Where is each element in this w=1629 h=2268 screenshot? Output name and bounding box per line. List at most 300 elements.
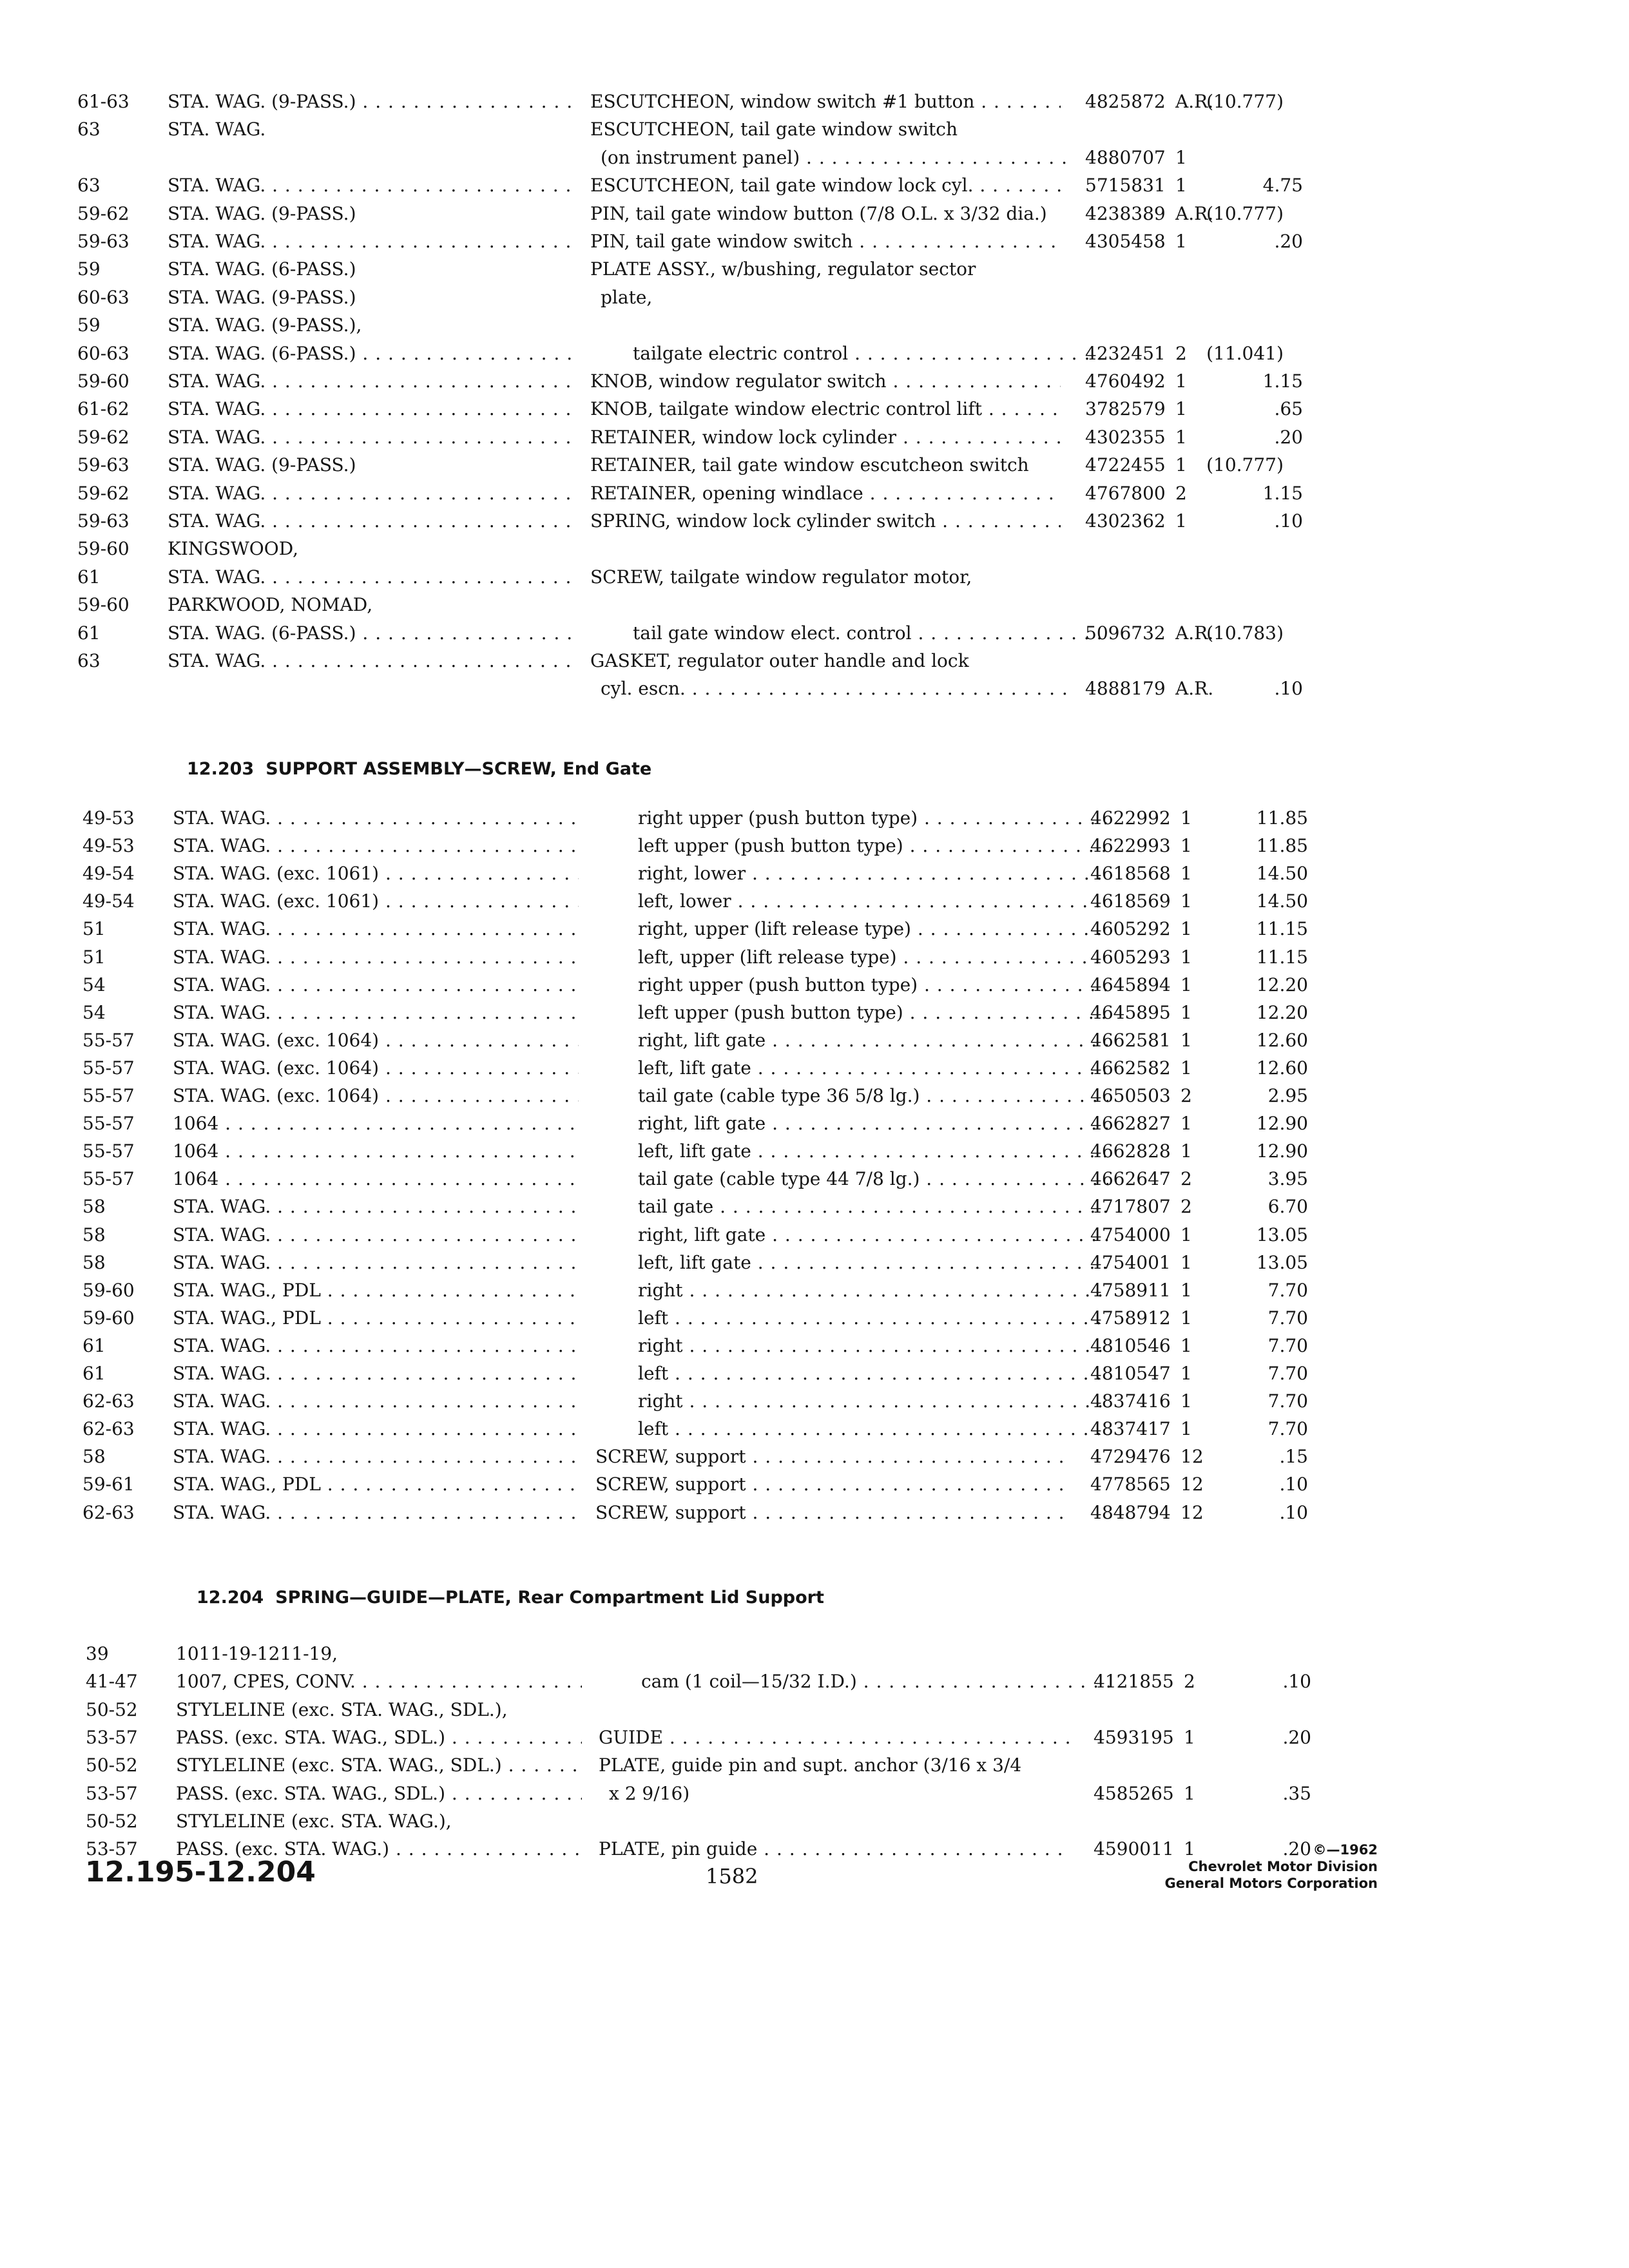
part-number: 4302355 [1085, 427, 1166, 448]
year-range: 59-62 [77, 427, 130, 448]
model-application: STYLELINE (exc. STA. WAG.), [176, 1811, 452, 1832]
year-range: 50-52 [86, 1699, 138, 1720]
year-range: 50-52 [86, 1754, 138, 1776]
price: (10.777) [1206, 91, 1284, 112]
model-application: STA. WAG. . . . [168, 227, 574, 256]
year-range: 62-63 [82, 1418, 135, 1439]
part-number: 4645895 [1090, 1002, 1171, 1023]
price: .10 [1279, 1502, 1308, 1523]
quantity: A.R. [1175, 91, 1214, 112]
year-range: 41-47 [86, 1671, 138, 1692]
publisher-block [1165, 1841, 1378, 1892]
price: 11.15 [1256, 918, 1308, 939]
model-application: 1064 . . . [173, 1137, 579, 1166]
year-range: 61 [77, 566, 101, 588]
quantity: 1 [1181, 807, 1192, 829]
model-application: STA. WAG. . . . [173, 971, 579, 999]
price: .10 [1274, 678, 1303, 699]
section-title: SUPPORT ASSEMBLY—SCREW, End Gate [265, 759, 652, 779]
corporation-name: General Motors Corporation [1164, 1876, 1378, 1891]
model-application: PASS. (exc. STA. WAG., SDL.) . . . [176, 1780, 582, 1808]
year-range: 51 [82, 918, 106, 939]
quantity: 2 [1181, 1196, 1192, 1217]
part-number: 4232451 [1085, 343, 1166, 364]
quantity: 2 [1184, 1671, 1195, 1692]
model-application: STA. WAG. . . . [173, 1249, 579, 1277]
part-description: cam (1 coil—15/32 I.D.) . . . [599, 1667, 1112, 1696]
year-range: 53-57 [86, 1838, 138, 1860]
copyright: ©—1962 [1313, 1842, 1378, 1858]
part-description: left upper (push button type) . . . [595, 999, 1108, 1027]
part-description: tail gate window elect. control . . . [590, 619, 1103, 648]
price: (11.041) [1206, 343, 1284, 364]
part-description: tail gate . . . [595, 1193, 1108, 1221]
part-description: left, lift gate . . . [595, 1054, 1108, 1082]
quantity: 12 [1181, 1446, 1204, 1467]
price: 12.20 [1256, 974, 1308, 995]
part-description: PIN, tail gate window switch . . . [590, 227, 1061, 256]
year-range: 60-63 [77, 287, 130, 308]
part-number: 4837416 [1090, 1390, 1171, 1412]
part-number: 4837417 [1090, 1418, 1171, 1439]
year-range: 59-61 [82, 1474, 135, 1495]
part-description: GASKET, regulator outer handle and lock [590, 650, 969, 671]
part-description: left . . . [595, 1360, 1108, 1388]
year-range: 59-60 [77, 370, 130, 392]
model-application: STA. WAG. . . . [168, 171, 574, 200]
year-range: 53-57 [86, 1727, 138, 1748]
quantity: 1 [1181, 835, 1192, 856]
part-description: tail gate (cable type 36 5/8 lg.) . . . [595, 1082, 1108, 1110]
part-number: 4758911 [1090, 1280, 1171, 1301]
model-application: STA. WAG., PDL . . . [173, 1470, 579, 1499]
part-number: 5715831 [1085, 175, 1166, 196]
price: .20 [1282, 1727, 1311, 1748]
model-application: STA. WAG. . . . [168, 367, 574, 396]
model-application: 1011-19-1211-19, [176, 1643, 338, 1664]
model-application: STA. WAG. (9-PASS.), [168, 314, 362, 336]
quantity: 1 [1181, 1002, 1192, 1023]
part-number: 4888179 [1085, 678, 1166, 699]
price: .20 [1282, 1838, 1311, 1860]
year-range: 55-57 [82, 1030, 135, 1051]
year-range: 49-54 [82, 890, 135, 912]
year-range: 59-60 [82, 1307, 135, 1329]
quantity: 1 [1181, 918, 1192, 939]
year-range: 55-57 [82, 1057, 135, 1079]
part-number: 4618569 [1090, 890, 1171, 912]
part-description: SPRING, window lock cylinder switch . . . [590, 507, 1061, 535]
model-application: STA. WAG., PDL . . . [173, 1276, 579, 1305]
model-application: STA. WAG. . . . [168, 563, 574, 591]
model-application: STA. WAG., PDL . . . [173, 1304, 579, 1332]
model-application: STYLELINE (exc. STA. WAG., SDL.), [176, 1699, 508, 1720]
year-range: 59 [77, 314, 101, 336]
quantity: 1 [1181, 1280, 1192, 1301]
quantity: 1 [1181, 974, 1192, 995]
part-number: 4717807 [1090, 1196, 1171, 1217]
year-range: 55-57 [82, 1140, 135, 1162]
model-application: STA. WAG. . . . [168, 479, 574, 508]
year-range: 49-54 [82, 863, 135, 884]
part-description: PLATE, pin guide . . . [599, 1835, 1069, 1863]
part-description: SCREW, support . . . [595, 1499, 1066, 1527]
model-application: KINGSWOOD, [168, 538, 299, 559]
year-range: 54 [82, 1002, 106, 1023]
part-description: (on instrument panel) . . . [590, 144, 1071, 172]
quantity: 2 [1175, 343, 1187, 364]
part-number: 3782579 [1085, 398, 1166, 419]
model-application: STA. WAG. . . . [173, 1221, 579, 1249]
model-application: PARKWOOD, NOMAD, [168, 594, 373, 615]
model-application: 1064 . . . [173, 1165, 579, 1193]
quantity: 1 [1181, 1252, 1192, 1273]
model-application: STA. WAG. (9-PASS.) [168, 287, 356, 308]
model-application: STA. WAG. . . . [173, 999, 579, 1027]
year-range: 59-63 [77, 231, 130, 252]
part-description: SCREW, tailgate window regulator motor, [590, 566, 972, 588]
price: .20 [1274, 231, 1303, 252]
part-number: 4662647 [1090, 1168, 1171, 1189]
price: .65 [1274, 398, 1303, 419]
model-application: STA. WAG. . . . [173, 915, 579, 943]
year-range: 39 [86, 1643, 109, 1664]
part-number: 4622993 [1090, 835, 1171, 856]
quantity: 2 [1181, 1168, 1192, 1189]
model-application: STA. WAG. (6-PASS.) . . . [168, 340, 574, 368]
part-number: 4754001 [1090, 1252, 1171, 1273]
year-range: 63 [77, 119, 101, 140]
price: 7.70 [1268, 1390, 1308, 1412]
price: 14.50 [1256, 863, 1308, 884]
quantity: 1 [1184, 1727, 1195, 1748]
part-number: 4758912 [1090, 1307, 1171, 1329]
model-application: STA. WAG. (exc. 1061) . . . [173, 860, 579, 888]
year-range: 63 [77, 650, 101, 671]
year-range: 58 [82, 1446, 106, 1467]
quantity: 12 [1181, 1474, 1204, 1495]
price: 7.70 [1268, 1363, 1308, 1384]
price: 12.60 [1256, 1030, 1308, 1051]
part-number: 4593195 [1094, 1727, 1174, 1748]
quantity: 1 [1184, 1838, 1195, 1860]
year-range: 58 [82, 1224, 106, 1245]
year-range: 59-60 [77, 594, 130, 615]
part-number: 4722455 [1085, 454, 1166, 476]
quantity: 1 [1175, 398, 1187, 419]
year-range: 55-57 [82, 1168, 135, 1189]
part-number: 4729476 [1090, 1446, 1171, 1467]
year-range: 61-63 [77, 91, 130, 112]
quantity: 1 [1175, 147, 1187, 168]
part-description: RETAINER, tail gate window escutcheon switch [590, 454, 1029, 476]
model-application: STA. WAG. (exc. 1064) . . . [173, 1054, 579, 1082]
quantity: 1 [1181, 1057, 1192, 1079]
part-description: ESCUTCHEON, window switch #1 button . . . [590, 88, 1061, 116]
price: 7.70 [1268, 1280, 1308, 1301]
price: 6.70 [1268, 1196, 1308, 1217]
price: 11.85 [1256, 807, 1308, 829]
price: 14.50 [1256, 890, 1308, 912]
price: (10.783) [1206, 622, 1284, 644]
price: 2.95 [1268, 1085, 1308, 1106]
part-description: left, lower . . . [595, 887, 1108, 916]
part-description: left, lift gate . . . [595, 1249, 1108, 1277]
part-number: 4760492 [1085, 370, 1166, 392]
year-range: 49-53 [82, 835, 135, 856]
price: .10 [1279, 1474, 1308, 1495]
part-number: 5096732 [1085, 622, 1166, 644]
section-heading-12-204 [197, 1588, 824, 1608]
part-description: SCREW, support . . . [595, 1470, 1066, 1499]
part-number: 4302362 [1085, 510, 1166, 532]
part-number: 4848794 [1090, 1502, 1171, 1523]
model-application: STA. WAG. (9-PASS.) [168, 203, 356, 224]
part-number: 4590011 [1094, 1838, 1174, 1860]
price: 13.05 [1256, 1252, 1308, 1273]
part-description: tail gate (cable type 44 7/8 lg.) . . . [595, 1165, 1108, 1193]
year-range: 59-60 [82, 1280, 135, 1301]
price: .20 [1274, 427, 1303, 448]
year-range: 58 [82, 1196, 106, 1217]
quantity: 1 [1181, 1030, 1192, 1051]
price: 12.60 [1256, 1057, 1308, 1079]
quantity: 1 [1181, 1224, 1192, 1245]
quantity: 1 [1175, 231, 1187, 252]
part-description: plate, [601, 287, 653, 308]
quantity: 1 [1181, 863, 1192, 884]
year-range: 59-60 [77, 538, 130, 559]
part-number: 4238389 [1085, 203, 1166, 224]
year-range: 61 [82, 1363, 106, 1384]
section-number: 12.204 [197, 1588, 264, 1608]
part-description: right, lift gate . . . [595, 1110, 1108, 1138]
part-description: KNOB, window regulator switch . . . [590, 367, 1061, 396]
price: 7.70 [1268, 1307, 1308, 1329]
year-range: 59-62 [77, 483, 130, 504]
year-range: 59 [77, 258, 101, 280]
model-application: STA. WAG. . . . [173, 832, 579, 860]
quantity: A.R. [1175, 678, 1214, 699]
quantity: 2 [1175, 483, 1187, 504]
model-application: STA. WAG. . . . [173, 943, 579, 972]
price: (10.777) [1206, 454, 1284, 476]
year-range: 51 [82, 947, 106, 968]
model-application: STA. WAG. . . . [173, 1193, 579, 1221]
part-description: right . . . [595, 1332, 1108, 1360]
year-range: 62-63 [82, 1390, 135, 1412]
year-range: 49-53 [82, 807, 135, 829]
price: .35 [1282, 1783, 1311, 1804]
price: 4.75 [1262, 175, 1303, 196]
price: 7.70 [1268, 1335, 1308, 1356]
quantity: 1 [1181, 1363, 1192, 1384]
price: 1.15 [1262, 370, 1303, 392]
year-range: 50-52 [86, 1811, 138, 1832]
part-description: RETAINER, window lock cylinder . . . [590, 423, 1061, 452]
model-application: 1064 . . . [173, 1110, 579, 1138]
part-description: right . . . [595, 1387, 1108, 1416]
part-description: right, lift gate . . . [595, 1221, 1108, 1249]
part-description: SCREW, support . . . [595, 1443, 1066, 1471]
price: 11.15 [1256, 947, 1308, 968]
quantity: 1 [1175, 510, 1187, 532]
part-number: 4645894 [1090, 974, 1171, 995]
year-range: 55-57 [82, 1113, 135, 1134]
price: 7.70 [1268, 1418, 1308, 1439]
quantity: 1 [1181, 1418, 1192, 1439]
part-number: 4650503 [1090, 1085, 1171, 1106]
page-number: 1582 [706, 1864, 758, 1888]
price: .10 [1274, 510, 1303, 532]
quantity: 1 [1184, 1783, 1195, 1804]
part-number: 4754000 [1090, 1224, 1171, 1245]
part-number: 4662581 [1090, 1030, 1171, 1051]
quantity: 1 [1175, 175, 1187, 196]
part-description: GUIDE . . . [599, 1724, 1069, 1752]
year-range: 58 [82, 1252, 106, 1273]
model-application: STA. WAG. . . . [173, 1415, 579, 1443]
quantity: 1 [1181, 1113, 1192, 1134]
part-description: right . . . [595, 1276, 1108, 1305]
part-description: KNOB, tailgate window electric control lift . . . [590, 395, 1061, 423]
page-range: 12.195-12.204 [85, 1856, 316, 1888]
quantity: A.R. [1175, 203, 1214, 224]
year-range: 55-57 [82, 1085, 135, 1106]
model-application: STA. WAG. (exc. 1064) . . . [173, 1082, 579, 1110]
model-application: STA. WAG. . . . [173, 1332, 579, 1360]
model-application: STA. WAG. (9-PASS.) . . . [168, 88, 574, 116]
model-application: STA. WAG. . . . [168, 647, 574, 675]
model-application: STA. WAG. . . . [173, 1360, 579, 1388]
quantity: 12 [1181, 1502, 1204, 1523]
quantity: 1 [1181, 947, 1192, 968]
year-range: 59-63 [77, 454, 130, 476]
model-application: PASS. (exc. STA. WAG.) . . . [176, 1835, 582, 1863]
year-range: 59-63 [77, 510, 130, 532]
price: 13.05 [1256, 1224, 1308, 1245]
part-description: cyl. escn. . . . [590, 675, 1071, 703]
part-number: 4121855 [1094, 1671, 1174, 1692]
part-description: left . . . [595, 1415, 1108, 1443]
part-description: PIN, tail gate window button (7/8 O.L. x 3/32 dia.) [590, 203, 1047, 224]
model-application: STA. WAG. . . . [168, 507, 574, 535]
part-description: x 2 9/16) [609, 1783, 690, 1804]
section-heading-12-203 [187, 759, 651, 779]
part-number: 4767800 [1085, 483, 1166, 504]
model-application: PASS. (exc. STA. WAG., SDL.) . . . [176, 1724, 582, 1752]
division-name: Chevrolet Motor Division [1188, 1859, 1378, 1874]
quantity: 1 [1181, 1335, 1192, 1356]
year-range: 63 [77, 175, 101, 196]
model-application: STA. WAG. (exc. 1061) . . . [173, 887, 579, 916]
model-application: STA. WAG. . . . [173, 1499, 579, 1527]
year-range: 60-63 [77, 343, 130, 364]
part-number: 4810546 [1090, 1335, 1171, 1356]
model-application: STA. WAG. . . . [168, 423, 574, 452]
part-number: 4585265 [1094, 1783, 1174, 1804]
part-description: PLATE, guide pin and supt. anchor (3/16 x 3/4 [599, 1754, 1022, 1776]
price: .15 [1279, 1446, 1308, 1467]
part-description: right, lift gate . . . [595, 1026, 1108, 1055]
part-description: RETAINER, opening windlace . . . [590, 479, 1061, 508]
part-number: 4662828 [1090, 1140, 1171, 1162]
part-description: right, lower . . . [595, 860, 1108, 888]
model-application: 1007, CPES, CONV. . . . [176, 1667, 582, 1696]
year-range: 54 [82, 974, 106, 995]
year-range: 61-62 [77, 398, 130, 419]
part-number: 4662582 [1090, 1057, 1171, 1079]
year-range: 61 [82, 1335, 106, 1356]
part-number: 4810547 [1090, 1363, 1171, 1384]
part-description: left, upper (lift release type) . . . [595, 943, 1108, 972]
model-application: STA. WAG. . . . [168, 395, 574, 423]
part-description: left . . . [595, 1304, 1108, 1332]
quantity: 1 [1181, 890, 1192, 912]
section-number: 12.203 [187, 759, 255, 779]
model-application: STA. WAG. . . . [173, 1387, 579, 1416]
part-number: 4825872 [1085, 91, 1166, 112]
quantity: 1 [1181, 1307, 1192, 1329]
price: 12.20 [1256, 1002, 1308, 1023]
part-description: PLATE ASSY., w/bushing, regulator sector [590, 258, 976, 280]
price: (10.777) [1206, 203, 1284, 224]
part-number: 4662827 [1090, 1113, 1171, 1134]
model-application: STA. WAG. (exc. 1064) . . . [173, 1026, 579, 1055]
year-range: 53-57 [86, 1783, 138, 1804]
model-application: STA. WAG. . . . [173, 804, 579, 832]
part-description: ESCUTCHEON, tail gate window lock cyl. . . . [590, 171, 1061, 200]
price: 11.85 [1256, 835, 1308, 856]
year-range: 61 [77, 622, 101, 644]
part-number: 4622992 [1090, 807, 1171, 829]
part-description: right upper (push button type) . . . [595, 971, 1108, 999]
section-title: SPRING—GUIDE—PLATE, Rear Compartment Lid Support [275, 1588, 824, 1608]
part-number: 4305458 [1085, 231, 1166, 252]
quantity: 1 [1175, 454, 1187, 476]
quantity: 2 [1181, 1085, 1192, 1106]
part-number: 4618568 [1090, 863, 1171, 884]
part-description: right upper (push button type) . . . [595, 804, 1108, 832]
price: .10 [1282, 1671, 1311, 1692]
year-range: 59-62 [77, 203, 130, 224]
model-application: STA. WAG. (6-PASS.) . . . [168, 619, 574, 648]
part-number: 4605292 [1090, 918, 1171, 939]
quantity: 1 [1181, 1140, 1192, 1162]
price: 12.90 [1256, 1113, 1308, 1134]
quantity: A.R. [1175, 622, 1214, 644]
part-number: 4605293 [1090, 947, 1171, 968]
part-description: right, upper (lift release type) . . . [595, 915, 1108, 943]
price: 1.15 [1262, 483, 1303, 504]
model-application: STA. WAG. . . . [173, 1443, 579, 1471]
price: 12.90 [1256, 1140, 1308, 1162]
model-application: STA. WAG. (9-PASS.) [168, 454, 356, 476]
part-description: left upper (push button type) . . . [595, 832, 1108, 860]
quantity: 1 [1181, 1390, 1192, 1412]
part-description: left, lift gate . . . [595, 1137, 1108, 1166]
part-number: 4880707 [1085, 147, 1166, 168]
model-application: STA. WAG. [168, 119, 266, 140]
quantity: 1 [1175, 427, 1187, 448]
model-application: STYLELINE (exc. STA. WAG., SDL.) . . . [176, 1751, 582, 1780]
part-number: 4778565 [1090, 1474, 1171, 1495]
part-description: ESCUTCHEON, tail gate window switch [590, 119, 958, 140]
price: 3.95 [1268, 1168, 1308, 1189]
part-description: tailgate electric control . . . [590, 340, 1103, 368]
year-range: 62-63 [82, 1502, 135, 1523]
quantity: 1 [1175, 370, 1187, 392]
